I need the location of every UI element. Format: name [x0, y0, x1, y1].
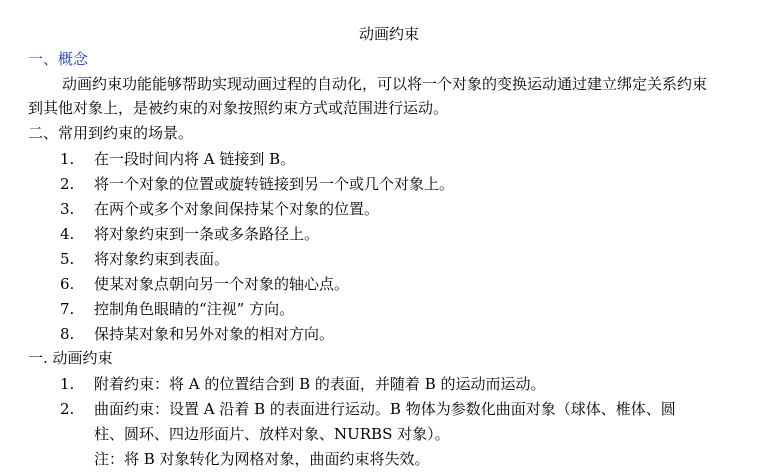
list-item-text: 将对象约束到表面。: [94, 250, 230, 268]
list-item-text: 在一段时间内将 A 链接到 B。: [94, 150, 296, 168]
list-item-number: 5.: [60, 250, 75, 268]
section-heading-scenarios: 二、常用到约束的场景。: [28, 124, 194, 142]
list-item-text: 附着约束：将 A 的位置结合到 B 的表面，并随着 B 的运动而运动。: [94, 375, 546, 393]
list-item: [0, 322, 778, 347]
list-item-number: 8.: [60, 325, 75, 343]
document-title: 动画约束: [358, 25, 419, 43]
list-item: [0, 372, 778, 397]
list-item-number: 3.: [60, 200, 75, 218]
scenario-list: [0, 147, 778, 347]
list-item-text: 将一个对象的位置或旋转链接到另一个或几个对象上。: [94, 175, 455, 193]
list-item-text: 曲面约束：设置 A 沿着 B 的表面进行运动。B 物体为参数化曲面对象（球体、椎体、圆柱、圆环、四边形面片、放样对象、NURBS 对象）。: [94, 400, 676, 443]
list-item-text: 使某对象点朝向另一个对象的轴心点。: [94, 275, 350, 293]
list-item: [0, 172, 778, 197]
list-item-text: 控制角色眼睛的“注视” 方向。: [94, 300, 295, 318]
list-item-text: 将对象约束到一条或多条路径上。: [94, 225, 320, 243]
list-item: [0, 222, 778, 247]
list-item-number: 1.: [60, 375, 75, 393]
list-item: [0, 197, 778, 222]
list-item: [0, 272, 778, 297]
section-heading-concept: 一、概念: [28, 50, 89, 68]
list-item-text: 在两个或多个对象间保持某个对象的位置。: [94, 200, 380, 218]
list-item-number: 7.: [60, 300, 75, 318]
concept-paragraph: 动画约束功能能够帮助实现动画过程的自动化，可以将一个对象的变换运动通过建立绑定关系约束到其他对象上，是被约束的对象按照约束方式或范围进行运动。: [28, 75, 708, 117]
note-text: 注：将 B 对象转化为网格对象，曲面约束将失效。: [94, 450, 430, 468]
list-item-number: 4.: [60, 225, 75, 243]
list-item: [0, 247, 778, 272]
section-heading-animation-constraints: 一. 动画约束: [28, 349, 113, 367]
constraint-list: [0, 372, 778, 472]
list-item-number: 2.: [60, 175, 75, 193]
list-item: [0, 397, 778, 447]
list-item-note: [0, 447, 778, 472]
list-item-text: 保持某对象和另外对象的相对方向。: [94, 325, 335, 343]
list-item: [0, 147, 778, 172]
list-item-number: 1.: [60, 150, 75, 168]
list-item: [0, 297, 778, 322]
list-item-number: 6.: [60, 275, 75, 293]
list-item-number: 2.: [60, 400, 75, 418]
